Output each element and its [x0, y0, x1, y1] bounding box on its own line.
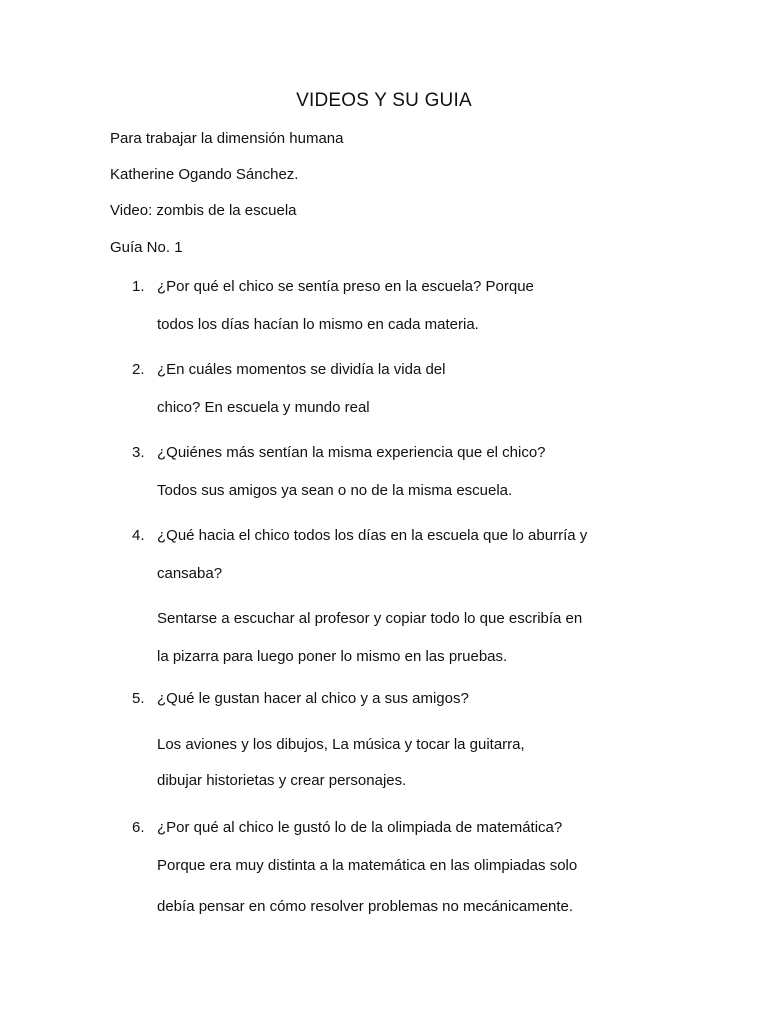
subtitle: Para trabajar la dimensión humana [110, 130, 344, 147]
page-title: VIDEOS Y SU GUIA [296, 90, 472, 111]
video-title: Video: zombis de la escuela [110, 202, 297, 219]
question-number: 6. [132, 819, 145, 836]
question-number: 2. [132, 361, 145, 378]
question-text: ¿Por qué el chico se sentía preso en la escuela? Porque [157, 278, 534, 295]
question-text-continued: cansaba? [157, 565, 223, 582]
question-text: ¿Qué le gustan hacer al chico y a sus amigos? [157, 690, 469, 707]
author-name: Katherine Ogando Sánchez. [110, 166, 299, 183]
answer-text: Sentarse a escuchar al profesor y copiar todo lo que escribía en [157, 610, 583, 627]
answer-text: todos los días hacían lo mismo en cada materia. [157, 316, 479, 333]
question-text: ¿Por qué al chico le gustó lo de la olimpiada de matemática? [157, 819, 563, 836]
answer-text: Todos sus amigos ya sean o no de la misma escuela. [157, 482, 513, 499]
question-text: ¿Quiénes más sentían la misma experiencia que el chico? [157, 444, 546, 461]
question-text: ¿En cuáles momentos se dividía la vida del [157, 361, 446, 378]
guide-number: Guía No. 1 [110, 239, 183, 256]
answer-text: debía pensar en cómo resolver problemas no mecánicamente. [157, 898, 574, 915]
question-text: ¿Qué hacia el chico todos los días en la escuela que lo aburría y [157, 527, 588, 544]
answer-text: Los aviones y los dibujos, La música y tocar la guitarra, [157, 736, 525, 753]
question-number: 3. [132, 444, 145, 461]
answer-text: dibujar historietas y crear personajes. [157, 772, 407, 789]
answer-text: Porque era muy distinta a la matemática en las olimpiadas solo [157, 857, 578, 874]
answer-text: chico? En escuela y mundo real [157, 399, 370, 416]
answer-text: la pizarra para luego poner lo mismo en las pruebas. [157, 648, 508, 665]
question-number: 1. [132, 278, 145, 295]
question-number: 5. [132, 690, 145, 707]
question-number: 4. [132, 527, 145, 544]
